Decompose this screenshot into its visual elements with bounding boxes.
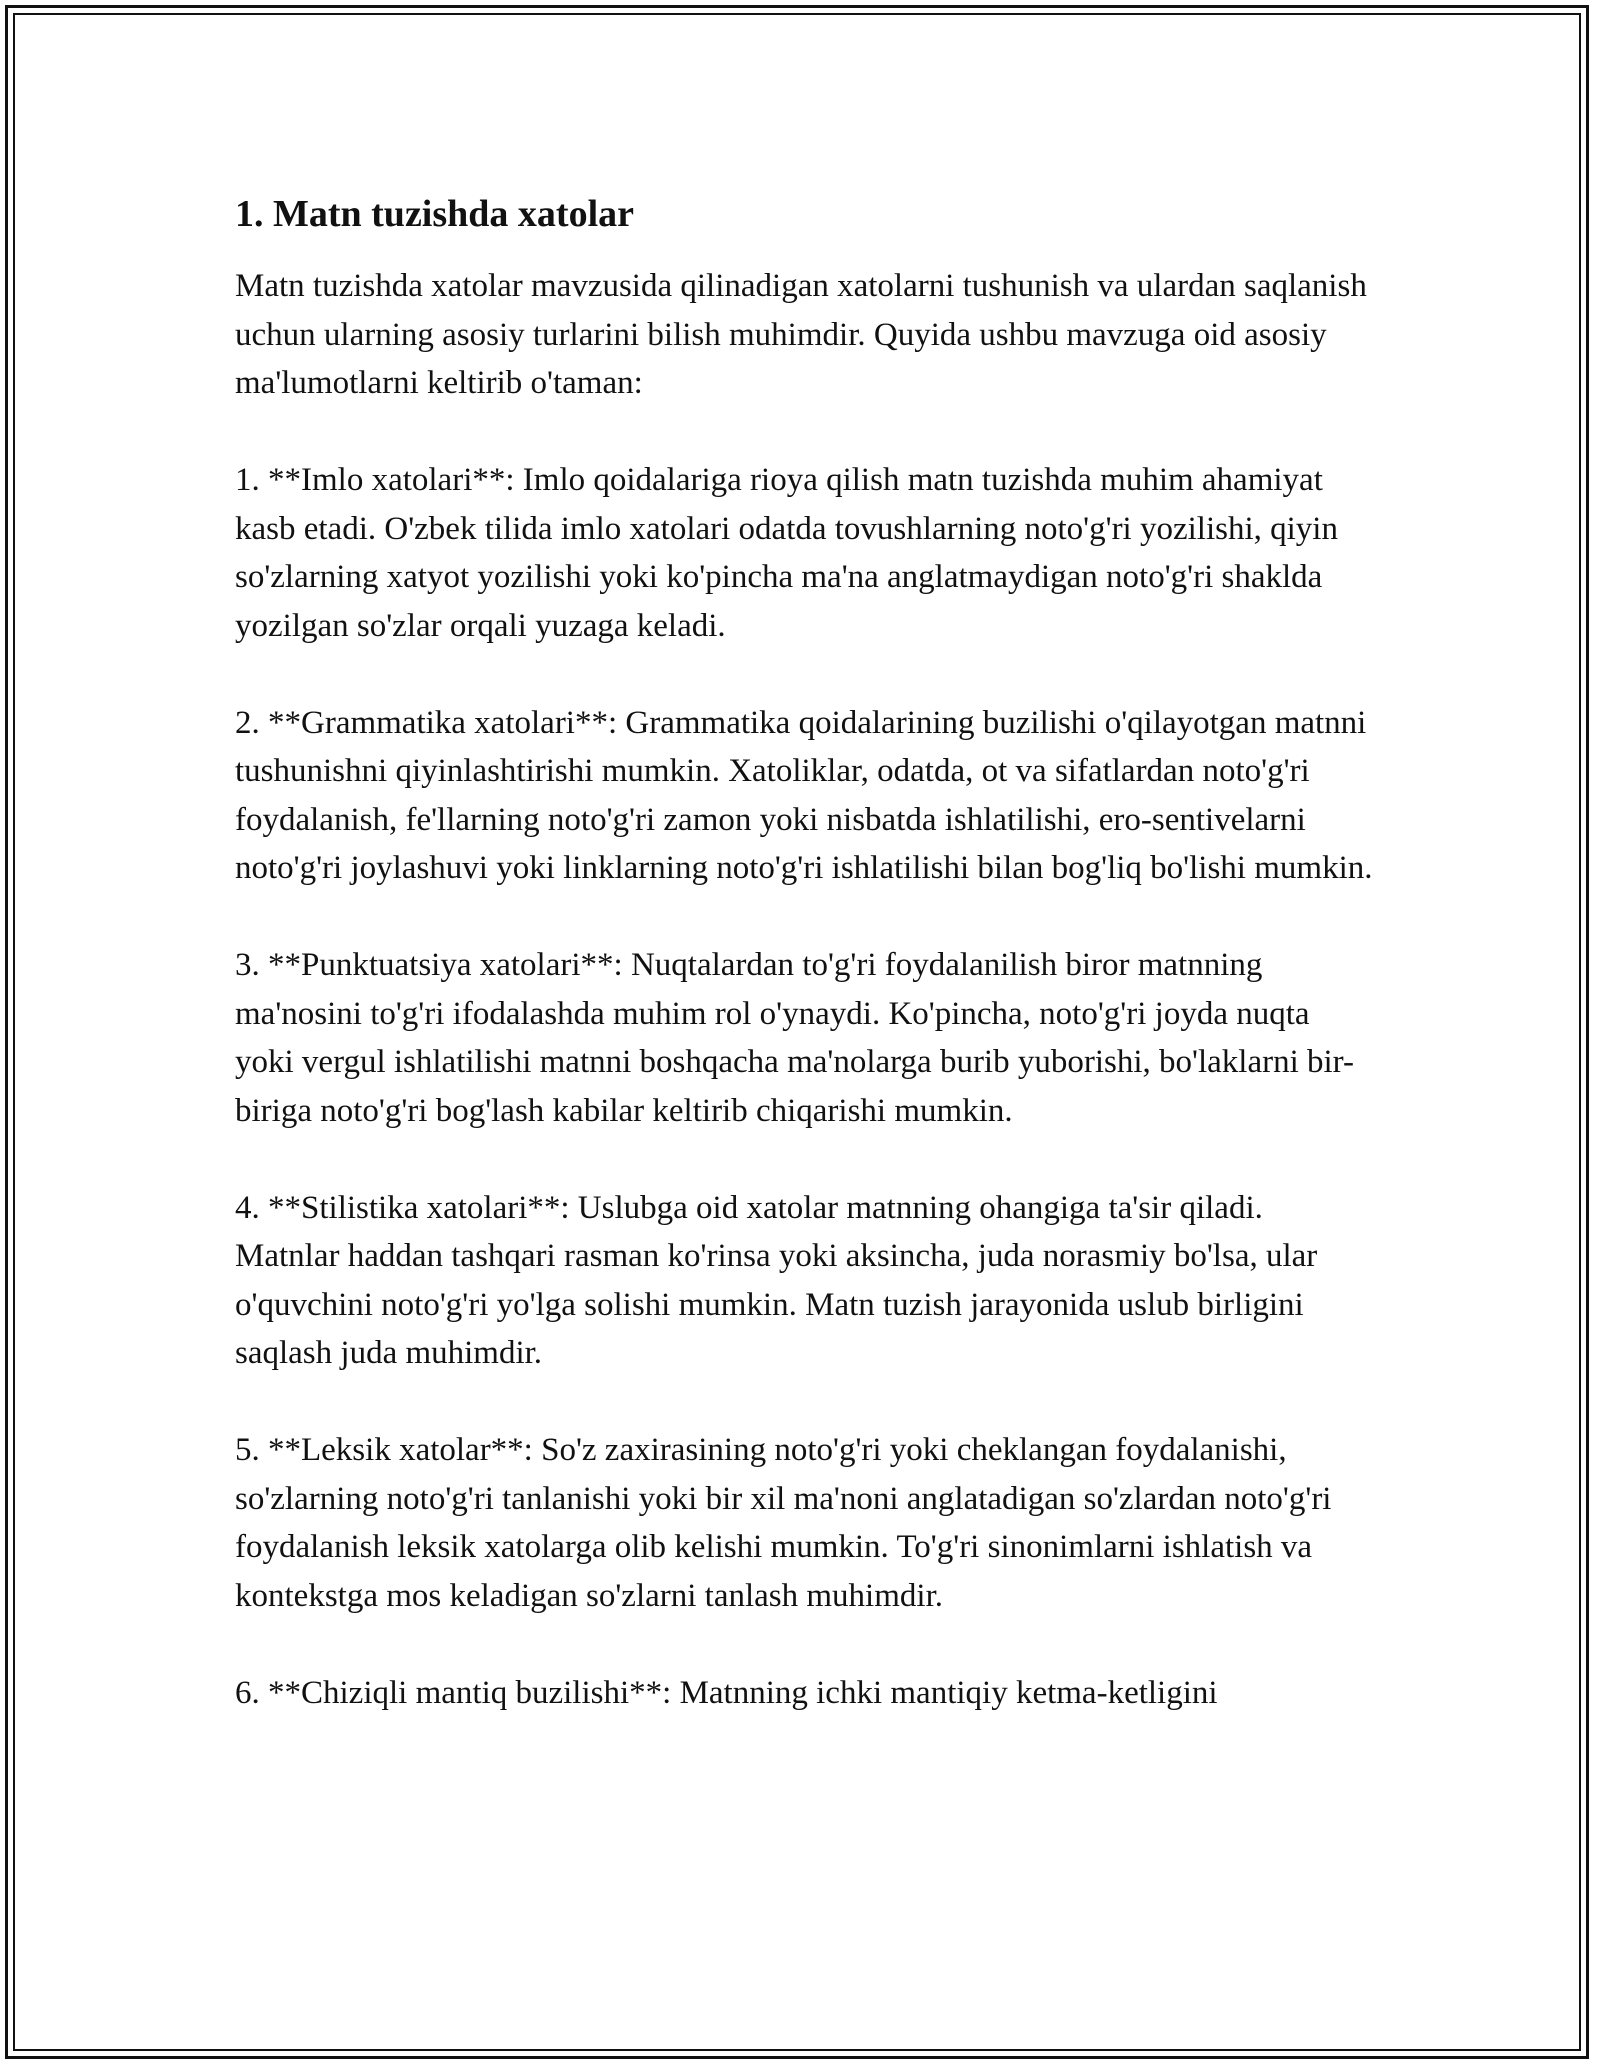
paragraph-leksik-xatolar: 5. **Leksik xatolar**: So'z zaxirasining noto'g'ri yoki cheklangan foydalanishi, so'zlarning noto'g'ri tanlanishi yoki bir xil ma'noni anglatadigan so'zlardan noto'g'ri foydalanish leksik xatolarga olib kelishi mumkin. To'g'ri sinonimlarni ishlatish va kontekstga mos keladigan so'zlarni tanlash muhimdir. <box>235 1432 1332 1614</box>
intro-paragraph: Matn tuzishda xatolar mavzusida qilinadigan xatolarni tushunish va ulardan saqlanish uchun ularning asosiy turlarini bilish muhimdir. Quyida ushbu mavzuga oid asosiy ma'lumotlarni keltirib o'taman: <box>235 268 1367 401</box>
paragraph-grammatika-xatolari: 2. **Grammatika xatolari**: Grammatika qoidalarining buzilishi o'qilayotgan matnni tushunishni qiyinlashtirishi mumkin. Xatoliklar, odatda, ot va sifatlardan noto'g'ri foydalanish, fe'llarning noto'g'ri zamon yoki nisbatda ishlatilishi, ero-sentivelarni noto'g'ri joylashuvi yoki linklarning noto'g'ri ishlatilishi bilan bog'liq bo'lishi mumkin. <box>235 704 1373 886</box>
paragraph-stilistika-xatolari: 4. **Stilistika xatolari**: Uslubga oid xatolar matnning ohangiga ta'sir qiladi. Matnlar haddan tashqari rasman ko'rinsa yoki aksincha, juda norasmiy bo'lsa, ular o'quvchini noto'g'ri yo'lga solishi mumkin. Matn tuzish jarayonida uslub birligini saqlash juda muhimdir. <box>235 1189 1318 1371</box>
document-page <box>235 186 1375 1717</box>
paragraph-punktuatsiya-xatolari: 3. **Punktuatsiya xatolari**: Nuqtalardan to'g'ri foydalanilish biror matnning ma'nosini to'g'ri ifodalashda muhim rol o'ynaydi. Ko'pincha, noto'g'ri joyda nuqta yoki vergul ishlatilishi matnni boshqacha ma'nolarga burib yuborishi, bo'laklarni bir-biriga noto'g'ri bog'lash kabilar keltirib chiqarishi mumkin. <box>235 947 1354 1129</box>
paragraph-imlo-xatolari: 1. **Imlo xatolari**: Imlo qoidalariga rioya qilish matn tuzishda muhim ahamiyat kasb etadi. O'zbek tilida imlo xatolari odatda tovushlarning noto'g'ri yozilishi, qiyin so'zlarning xatyot yozilishi yoki ko'pincha ma'na anglatmaydigan noto'g'ri shaklda yozilgan so'zlar orqali yuzaga keladi. <box>235 462 1338 644</box>
paragraph-chiziqli-mantiq: 6. **Chiziqli mantiq buzilishi**: Matnning ichki mantiqiy ketma-ketligini <box>235 1674 1218 1711</box>
document-title: 1. Matn tuzishda xatolar <box>235 193 634 235</box>
